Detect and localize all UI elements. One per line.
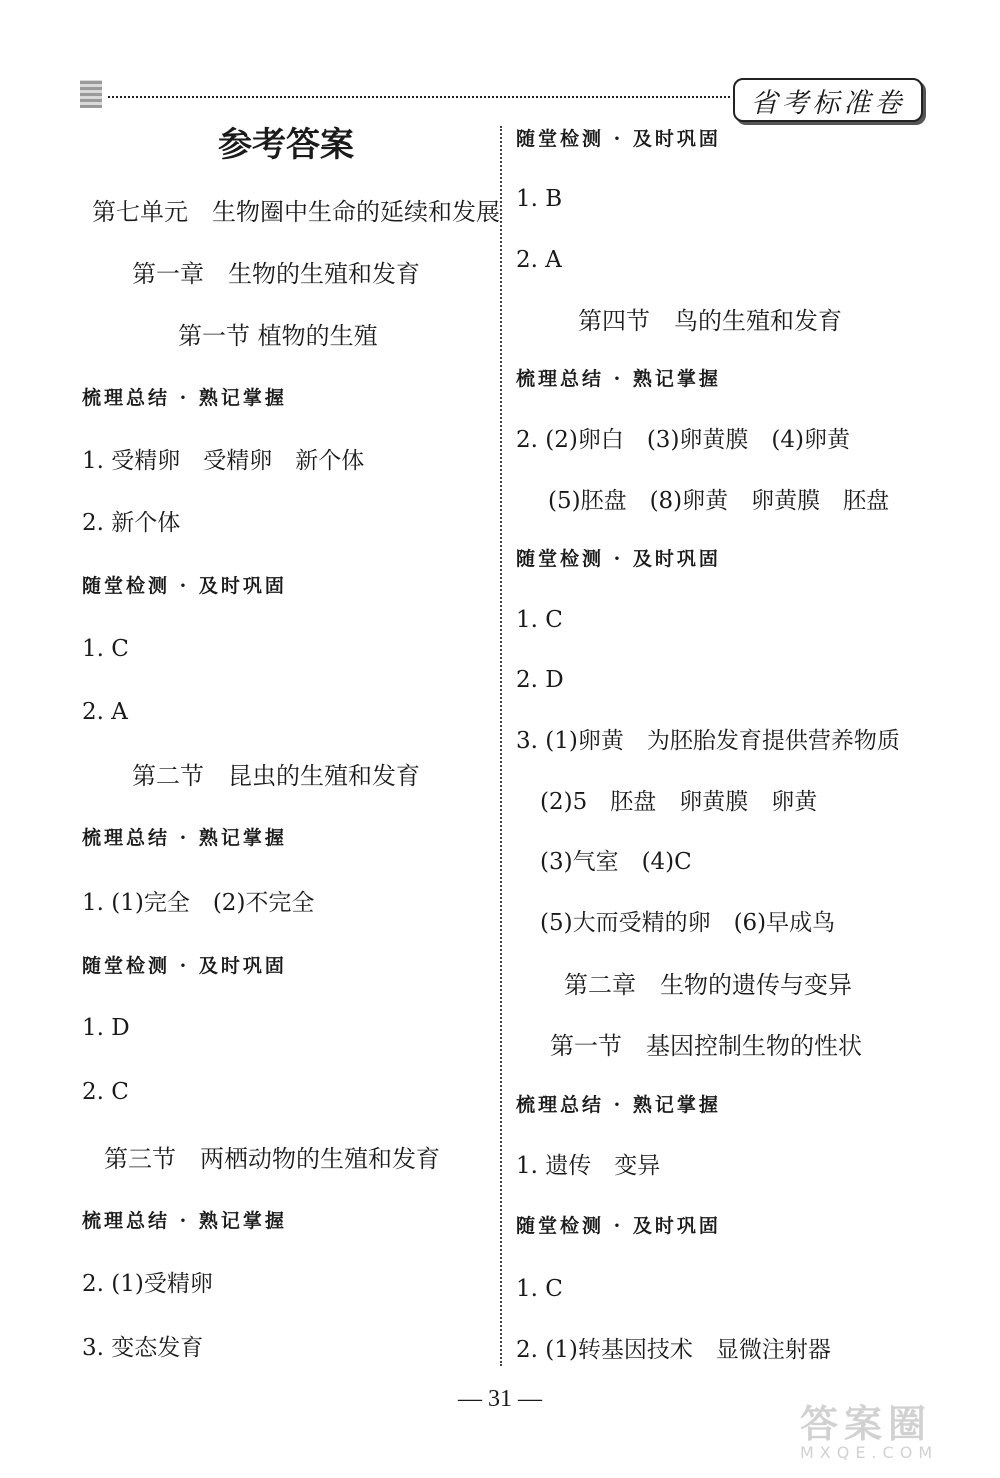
- column-divider: [500, 126, 502, 1366]
- answer-line: 1. (1)完全 (2)不完全: [82, 890, 315, 916]
- chapter-heading: 第二章 生物的遗传与变异: [564, 971, 852, 999]
- section-label: 随堂检测 · 及时巩固: [516, 1215, 721, 1237]
- answer-line: 2. D: [516, 667, 564, 693]
- section-label: 梳理总结 · 熟记掌握: [516, 368, 721, 390]
- answer-line: 3. (1)卵黄 为胚胎发育提供营养物质: [516, 728, 900, 754]
- section-label: 梳理总结 · 熟记掌握: [82, 1210, 287, 1232]
- answer-line: 3. 变态发育: [82, 1335, 204, 1361]
- chapter-heading: 第一章 生物的生殖和发育: [132, 260, 420, 288]
- section-label: 随堂检测 · 及时巩固: [516, 128, 721, 150]
- answer-line: 2. A: [82, 699, 128, 725]
- page-title: 参考答案: [218, 125, 354, 165]
- section-heading: 第二节 昆虫的生殖和发育: [132, 762, 420, 790]
- watermark-text: 答案圈: [800, 1402, 933, 1446]
- header-dotted-rule: [108, 96, 730, 98]
- unit-heading: 第七单元 生物圈中生命的延续和发展: [92, 198, 500, 226]
- header-badge: 省考标准卷: [733, 78, 923, 122]
- answer-line: 1. B: [516, 186, 563, 212]
- section-heading: 第一节 植物的生殖: [178, 322, 378, 350]
- watermark-logo: [800, 1402, 985, 1470]
- answer-line: 1. C: [516, 607, 563, 633]
- section-label: 梳理总结 · 熟记掌握: [82, 387, 287, 409]
- answer-line: (2)5 胚盘 卵黄膜 卵黄: [540, 789, 818, 815]
- section-heading: 第四节 鸟的生殖和发育: [578, 307, 842, 335]
- answer-line: 1. C: [516, 1276, 563, 1302]
- section-label: 梳理总结 · 熟记掌握: [82, 827, 287, 849]
- answer-line: 1. 遗传 变异: [516, 1153, 661, 1179]
- section-heading: 第三节 两栖动物的生殖和发育: [104, 1145, 440, 1173]
- page-number: — 31 —: [458, 1386, 542, 1412]
- section-label: 随堂检测 · 及时巩固: [82, 955, 287, 977]
- section-label: 随堂检测 · 及时巩固: [516, 548, 721, 570]
- watermark-url: MXQE.COM: [800, 1443, 939, 1462]
- answer-line: 2. C: [82, 1079, 129, 1105]
- answer-line: 2. (1)转基因技术 显微注射器: [516, 1337, 831, 1363]
- section-heading: 第一节 基因控制生物的性状: [550, 1032, 862, 1060]
- answer-line: (5)大而受精的卵 (6)早成鸟: [540, 910, 836, 936]
- answer-line: 2. (1)受精卵: [82, 1271, 213, 1297]
- header-decoration: [80, 80, 102, 108]
- answer-line: (5)胚盘 (8)卵黄 卵黄膜 胚盘: [548, 488, 890, 514]
- answer-line: 2. (2)卵白 (3)卵黄膜 (4)卵黄: [516, 427, 850, 453]
- section-label: 梳理总结 · 熟记掌握: [516, 1094, 721, 1116]
- answer-line: 1. D: [82, 1015, 130, 1041]
- answer-line: 2. A: [516, 247, 562, 273]
- answer-line: (3)气室 (4)C: [540, 849, 692, 875]
- section-label: 随堂检测 · 及时巩固: [82, 575, 287, 597]
- answer-line: 2. 新个体: [82, 510, 181, 536]
- answer-line: 1. 受精卵 受精卵 新个体: [82, 448, 365, 474]
- answer-line: 1. C: [82, 636, 129, 662]
